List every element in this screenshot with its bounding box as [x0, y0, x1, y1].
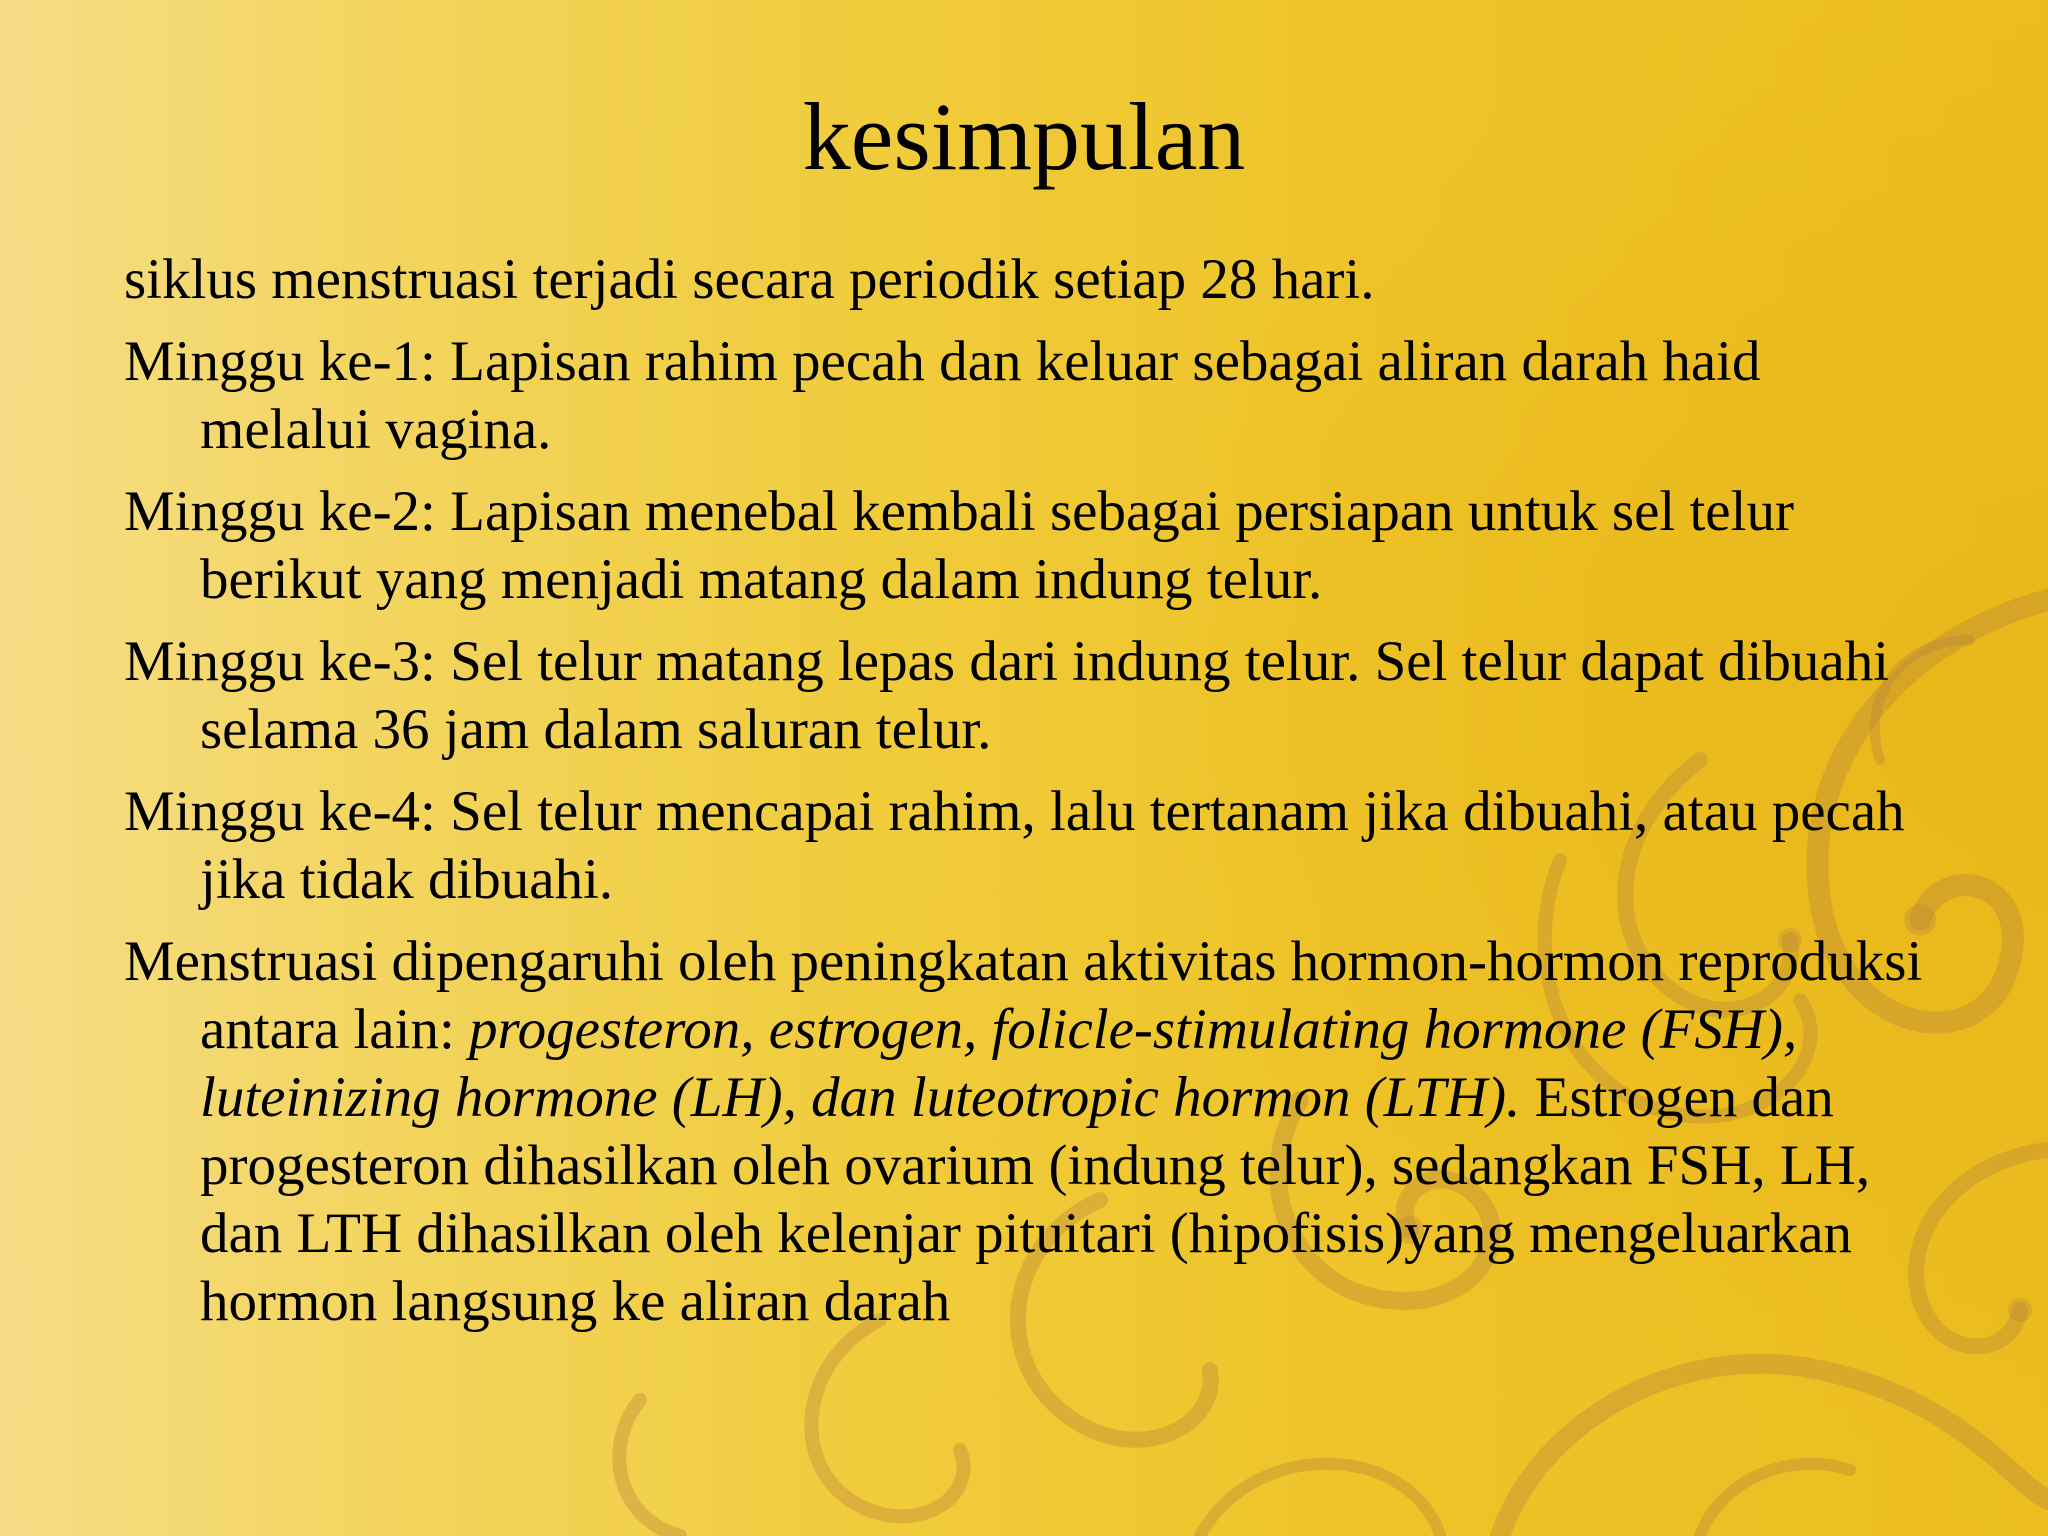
hormone-names-italic: progesteron, estrogen, folicle-stimulating hormone (FSH), luteinizing hormone (LH), dan luteotropic hormon (LTH).: [200, 998, 1798, 1129]
slide-title: kesimpulan: [802, 83, 1246, 190]
list-item: [124, 928, 1944, 1336]
list-item: Minggu ke-2: Lapisan menebal kembali sebagai persiapan untuk sel telur berikut yang menjadi matang dalam indung telur.: [124, 480, 1794, 611]
hormone-source-text: Estrogen dan progesteron dihasilkan oleh ovarium (indung telur), sedangkan FSH, LH, dan LTH dihasilkan oleh kelenjar pituitari (hipofisis)yang mengeluarkan hormon langsung ke aliran darah: [200, 1066, 1871, 1333]
list-item: Minggu ke-1: Lapisan rahim pecah dan keluar sebagai aliran darah haid melalui vagina.: [124, 330, 1761, 461]
list-item: siklus menstruasi terjadi secara periodik setiap 28 hari.: [124, 248, 1375, 311]
hormone-intro-text: Menstruasi dipengaruhi oleh peningkatan aktivitas hormon-hormon reproduksi antara lain:: [124, 930, 1923, 1061]
list-item: Minggu ke-3: Sel telur matang lepas dari indung telur. Sel telur dapat dibuahi selama 36 jam dalam saluran telur.: [124, 630, 1890, 761]
conclusion-list: [124, 246, 1944, 1350]
list-item: Minggu ke-4: Sel telur mencapai rahim, lalu tertanam jika dibuahi, atau pecah jika tidak dibuahi.: [124, 780, 1905, 911]
